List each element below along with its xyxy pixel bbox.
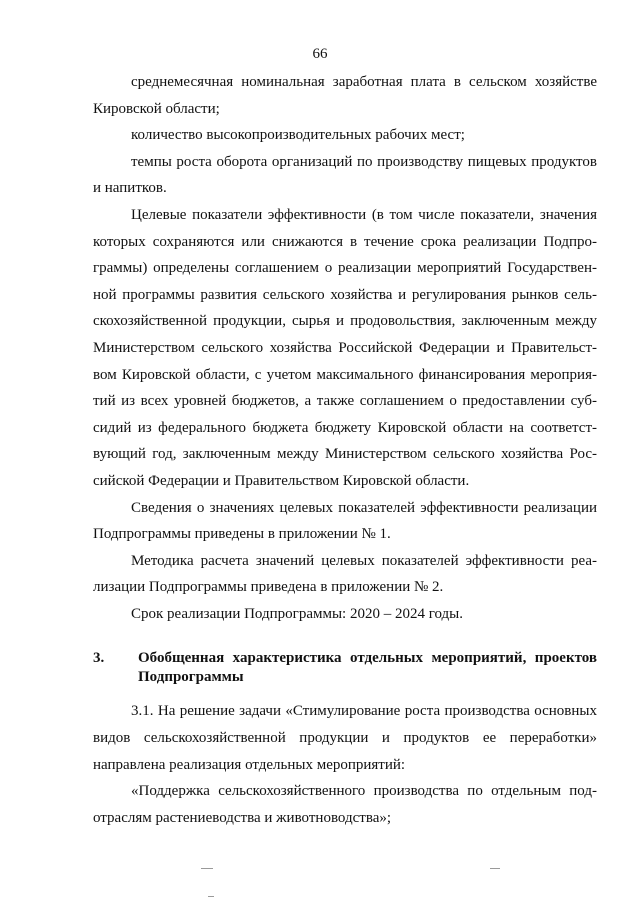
paragraph-appendix-1: Сведения о значениях целевых показателей эффективности реализации Подпрограммы приведены в приложении № 1.	[93, 499, 597, 543]
paragraph-implementation-period: Срок реализации Подпрограммы: 2020 – 2024 годы.	[131, 605, 464, 622]
paragraph-high-productivity-jobs: количество высокопроизводительных рабочих мест;	[131, 127, 465, 144]
paragraph-avg-wage: среднемесячная номинальная заработная плата в сельском хозяйстве Кировской области;	[93, 74, 597, 117]
scan-speck	[201, 868, 213, 869]
paragraph-support-subsectors: «Поддержка сельскохозяйственного производства по отдельным подотраслям растениеводства и животноводства»;	[93, 783, 597, 826]
scan-speck	[490, 868, 500, 869]
page-number: 66	[312, 46, 328, 62]
paragraph-task-3-1: 3.1. На решение задачи «Стимулирование роста производства основных видов сельскохозяйственной продукции и продуктов ее переработки» направлена реализация отдельных мероприятий:	[93, 703, 597, 773]
paragraph-appendix-2: Методика расчета значений целевых показателей эффективности реализации Подпрограммы приведена в приложении № 2.	[93, 552, 597, 596]
paragraph-target-indicators: Целевые показатели эффективности (в том числе показатели, значения которых сохраняются или снижаются в течение срока реализации Подпрограммы) определены соглашением о реализации мероприятий Государственной программы развития сельского хозяйства и регулирования рынков сельскохозяйственной продукции, сырья и продовольствия, заключенным между Министерством сельского хозяйства Российской Федерации и Правительством Кировской области, с учетом максимального финансирования мероприятий из всех уровней бюджетов, а также соглашением о предоставлении субсидий из федерального бюджета бюджету Кировской области на соответствующий год, заключенным между Министерством сельского хозяйства Российской Федерации и Правительством Кировской области.	[93, 206, 597, 489]
section-number: 3.	[93, 650, 105, 667]
document-body	[93, 69, 597, 831]
section-heading	[93, 649, 597, 687]
paragraph-food-turnover: темпы роста оборота организаций по производству пищевых продуктов и напитков.	[93, 153, 597, 197]
scan-speck	[208, 896, 214, 897]
section-title: Обобщенная характеристика отдельных мероприятий, проектов Подпрограммы	[138, 650, 597, 686]
